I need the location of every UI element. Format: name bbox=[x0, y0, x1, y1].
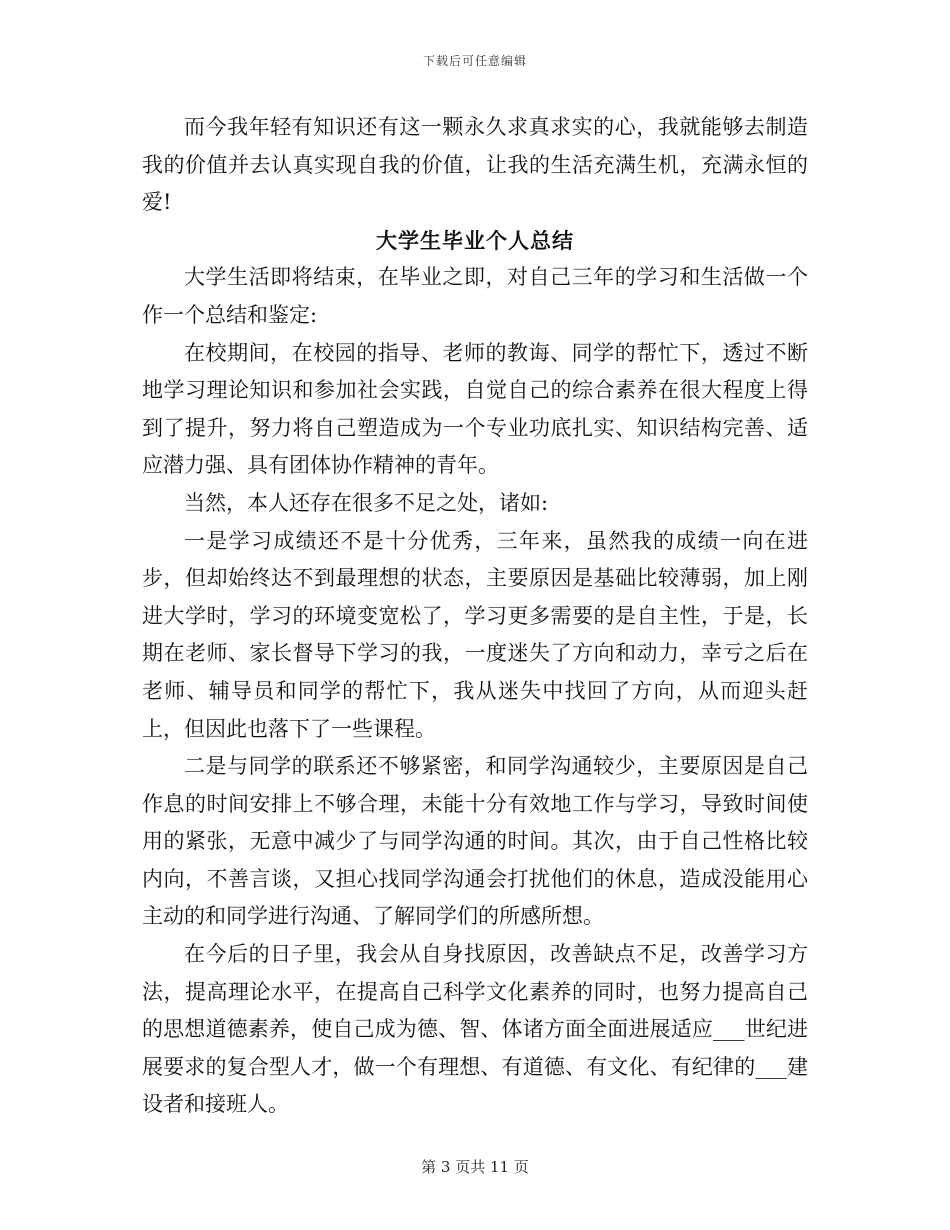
page-number: 第 3 页共 11 页 bbox=[421, 1158, 529, 1176]
body-paragraph: 一是学习成绩还不是十分优秀，三年来，虽然我的成绩一向在进步，但却始终达不到最理想的状态，主要原因是基础比较薄弱，加上刚进大学时，学习的环境变宽松了，学习更多需要的是自主性，于是，长期在老师、家长督导下学习的我，一度迷失了方向和动力，幸亏之后在老师、辅导员和同学的帮忙下，我从迷失中找回了方向，从而迎头赶上，但因此也落下了一些课程。 bbox=[142, 528, 808, 741]
document-body bbox=[142, 109, 808, 1124]
body-paragraph: 在校期间，在校园的指导、老师的教诲、同学的帮忙下，透过不断地学习理论知识和参加社会实践，自觉自己的综合素养在很大程度上得到了提升，努力将自己塑造成为一个专业功底扎实、知识结构完善、适应潜力强、具有团体协作精神的青年。 bbox=[142, 340, 808, 478]
body-paragraph: 在今后的日子里，我会从自身找原因，改善缺点不足，改善学习方法，提高理论水平，在提高自己科学文化素养的同时，也努力提高自己的思想道德素养，使自己成为德、智、体诸方面全面进展适应___世纪进展要求的复合型人才，做一个有理想、有道德、有文化、有纪律的___建设者和接班人。 bbox=[142, 942, 808, 1117]
body-paragraph: 当然，本人还存在很多不足之处，诸如: bbox=[184, 490, 549, 515]
section-title: 大学生毕业个人总结 bbox=[376, 227, 574, 253]
body-paragraph: 大学生活即将结束，在毕业之即，对自己三年的学习和生活做一个作一个总结和鉴定: bbox=[142, 265, 808, 327]
intro-paragraph: 而今我年轻有知识还有这一颗永久求真求实的心，我就能够去制造我的价值并去认真实现自我的价值，让我的生活充满生机，充满永恒的爱! bbox=[142, 115, 808, 215]
body-paragraph: 二是与同学的联系还不够紧密，和同学沟通较少，主要原因是自己作息的时间安排上不够合理，未能十分有效地工作与学习，导致时间使用的紧张，无意中减少了与同学沟通的时间。其次，由于自己性格比较内向，不善言谈，又担心找同学沟通会打扰他们的休息，造成没能用心主动的和同学进行沟通、了解同学们的所感所想。 bbox=[142, 754, 808, 929]
page-header-note: 下载后可任意编辑 bbox=[422, 54, 527, 68]
